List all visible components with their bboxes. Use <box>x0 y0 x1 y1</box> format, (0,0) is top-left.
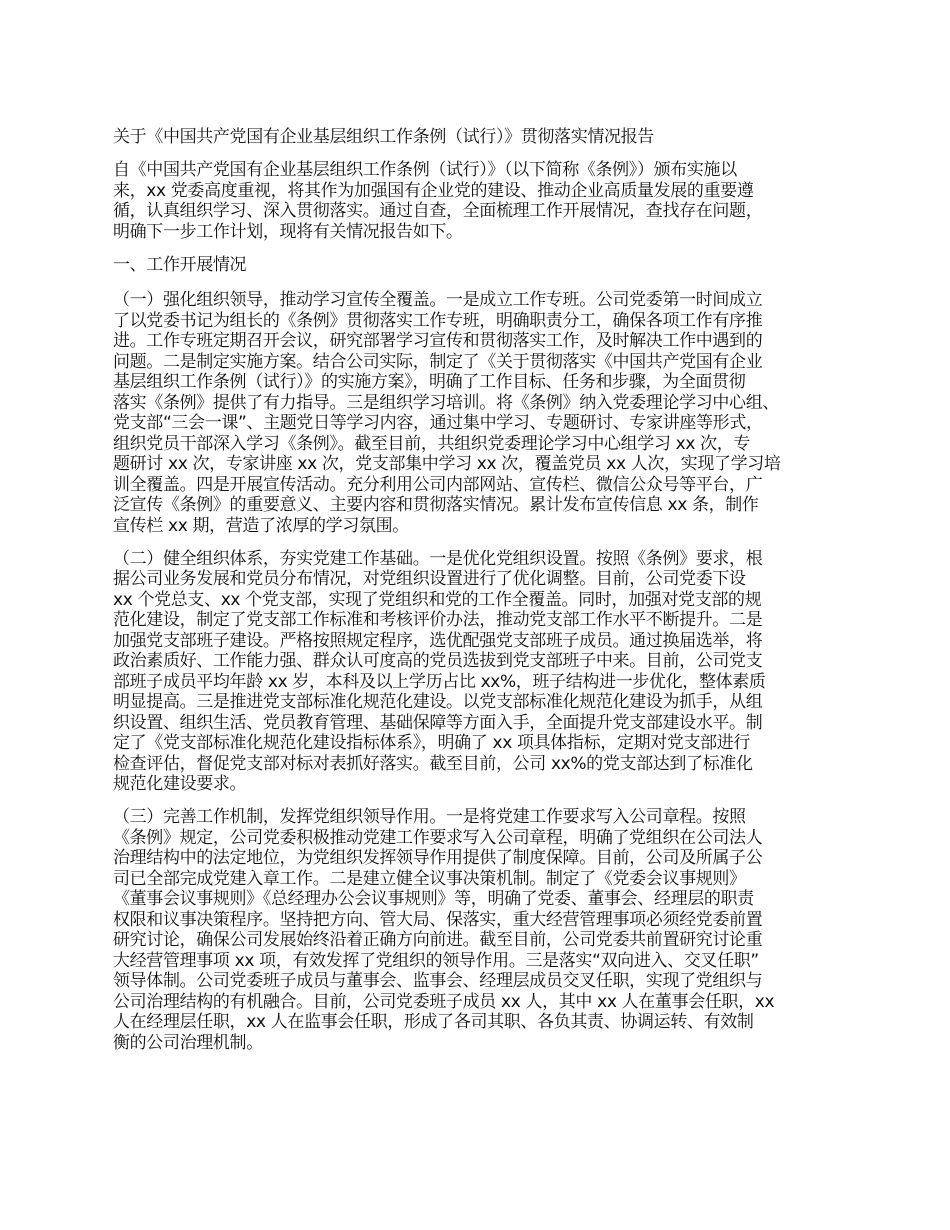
paragraph-line: 检查评估，督促党支部对标对表抓好落实。截至目前，公司 xx%的党支部达到了标准化 <box>113 753 753 774</box>
paragraph-line: 织设置、组织生活、党员教育管理、基础保障等方面入手，全面提升党支部建设水平。制 <box>113 712 763 733</box>
paragraph-line: 了以党委书记为组长的《条例》贯彻落实工作专班，明确职责分工，确保各项工作有序推 <box>113 310 763 331</box>
paragraph-line: 明确下一步工作计划，现将有关情况报告如下。 <box>113 221 463 242</box>
section-3-paragraph <box>113 807 843 1053</box>
paragraph-line: 大经营管理事项 xx 项，有效发挥了党组织的领导作用。三是落实“双向进入、交叉任职” <box>113 950 759 971</box>
section-2-paragraph <box>113 549 843 795</box>
paragraph-line: 权限和议事决策程序。坚持把方向、管大局、保落实，重大经营管理事项必须经党委前置 <box>113 909 763 930</box>
section-heading <box>113 255 843 276</box>
paragraph-line: 定了《党支部标准化规范化建设指标体系》，明确了 xx 项具体指标，定期对党支部进行 <box>113 733 751 753</box>
paragraph-line: 党支部“三会一课”、主题党日等学习内容，通过集中学习、专题研讨、专家讲座等形式， <box>113 413 763 433</box>
paragraph-line: 落实《条例》提供了有力指导。三是组织学习培训。将《条例》纳入党委理论学习中心组、 <box>113 392 779 413</box>
paragraph-line: 来，xx 党委高度重视，将其作为加强国有企业党的建设、推动企业高质量发展的重要遵 <box>113 180 754 201</box>
paragraph-line: 范化建设，制定了党支部工作标准和考核评价办法，推动党支部工作水平不断提升。二是 <box>113 610 763 630</box>
heading-line: 一、工作开展情况 <box>113 254 247 275</box>
paragraph-line: 问题。二是制定实施方案。结合公司实际，制定了《关于贯彻落实《中国共产党国有企业 <box>113 351 763 372</box>
paragraph-line: xx 个党总支、xx 个党支部，实现了党组织和党的工作全覆盖。同时，加强对党支部的规 <box>113 589 762 610</box>
paragraph-line: 组织党员干部深入学习《条例》。截至目前，共组织党委理论学习中心组学习 xx 次，专 <box>113 433 751 454</box>
paragraph-line: 自《中国共产党国有企业基层组织工作条例（试行）》（以下简称《条例》）颁布实施以 <box>113 160 737 180</box>
paragraph-line: 训全覆盖。四是开展宣传活动。充分利用公司内部网站、宣传栏、微信公众号等平台，广 <box>113 474 763 495</box>
paragraph-line: （三）完善工作机制，发挥党组织领导作用。一是将党建工作要求写入公司章程。按照 <box>113 807 746 827</box>
document-page <box>113 127 843 1066</box>
paragraph-line: 明显提高。三是推进党支部标准化规范化建设。以党支部标准化规范化建设为抓手，从组 <box>113 692 763 712</box>
paragraph-line: 领导体制。公司党委班子成员与董事会、监事会、经理层成员交叉任职，实现了党组织与 <box>113 971 763 991</box>
section-1-paragraph <box>113 290 843 536</box>
document-title <box>113 127 843 148</box>
paragraph-line: 公司治理结构的有机融合。目前，公司党委班子成员 xx 人，其中 xx 人在董事会任职，xx <box>113 991 775 1012</box>
paragraph-line: 治理结构中的法定地位，为党组织发挥领导作用提供了制度保障。目前，公司及所属子公 <box>113 848 763 868</box>
paragraph-line: 题研讨 xx 次，专家讲座 xx 次，党支部集中学习 xx 次，覆盖党员 xx 人次，实现了学习培 <box>113 454 781 474</box>
paragraph-line: 研究讨论，确保公司发展始终沿着正确方向前进。截至目前，公司党委共前置研究讨论重 <box>113 930 763 950</box>
paragraph-line: 部班子成员平均年龄 xx 岁，本科及以上学历占比 xx%，班子结构进一步优化，整体素质 <box>113 671 766 692</box>
paragraph-line: 《条例》规定，公司党委积极推动党建工作要求写入公司章程，明确了党组织在公司法人 <box>113 827 763 848</box>
paragraph-line: 司已全部完成党建入章工作。二是建立健全议事决策机制。制定了《党委会议事规则》 <box>113 868 746 889</box>
paragraph-line: 基层组织工作条例（试行）》的实施方案》，明确了工作目标、任务和步骤，为全面贯彻 <box>113 372 746 392</box>
paragraph-line: 进。工作专班定期召开会议，研究部署学习宣传和贯彻落实工作，及时解决工作中遇到的 <box>113 331 763 351</box>
paragraph-line: 衡的公司治理机制。 <box>113 1032 263 1053</box>
paragraph-line: 政治素质好、工作能力强、群众认可度高的党员选拔到党支部班子中来。目前，公司党支 <box>113 651 763 671</box>
paragraph-line: 规范化建设要求。 <box>113 774 247 794</box>
paragraph-line: 加强党支部班子建设。严格按照规定程序，选优配强党支部班子成员。通过换届选举，将 <box>113 630 763 651</box>
paragraph-line: 人在经理层任职，xx 人在监事会任职，形成了各司其职、各负其责、协调运转、有效制 <box>113 1012 754 1032</box>
paragraph-line: 泛宣传《条例》的重要意义、主要内容和贯彻落实情况。累计发布宣传信息 xx 条，制作 <box>113 495 759 515</box>
paragraph-line: （一）强化组织领导，推动学习宣传全覆盖。一是成立工作专班。公司党委第一时间成立 <box>113 290 763 310</box>
paragraph-line: 宣传栏 xx 期，营造了浓厚的学习氛围。 <box>113 515 409 536</box>
intro-paragraph <box>113 160 843 242</box>
paragraph-line: 《董事会议事规则》《总经理办公会议事规则》等，明确了党委、董事会、经理层的职责 <box>113 889 754 909</box>
paragraph-line: 循，认真组织学习、深入贯彻落实。通过自查，全面梳理工作开展情况，查找存在问题， <box>113 201 763 221</box>
title-line: 关于《中国共产党国有企业基层组织工作条例（试行）》贯彻落实情况报告 <box>113 127 654 147</box>
paragraph-line: 据公司业务发展和党员分布情况，对党组织设置进行了优化调整。目前，公司党委下设 <box>113 569 746 589</box>
paragraph-line: （二）健全组织体系，夯实党建工作基础。一是优化党组织设置。按照《条例》要求，根 <box>113 548 763 569</box>
